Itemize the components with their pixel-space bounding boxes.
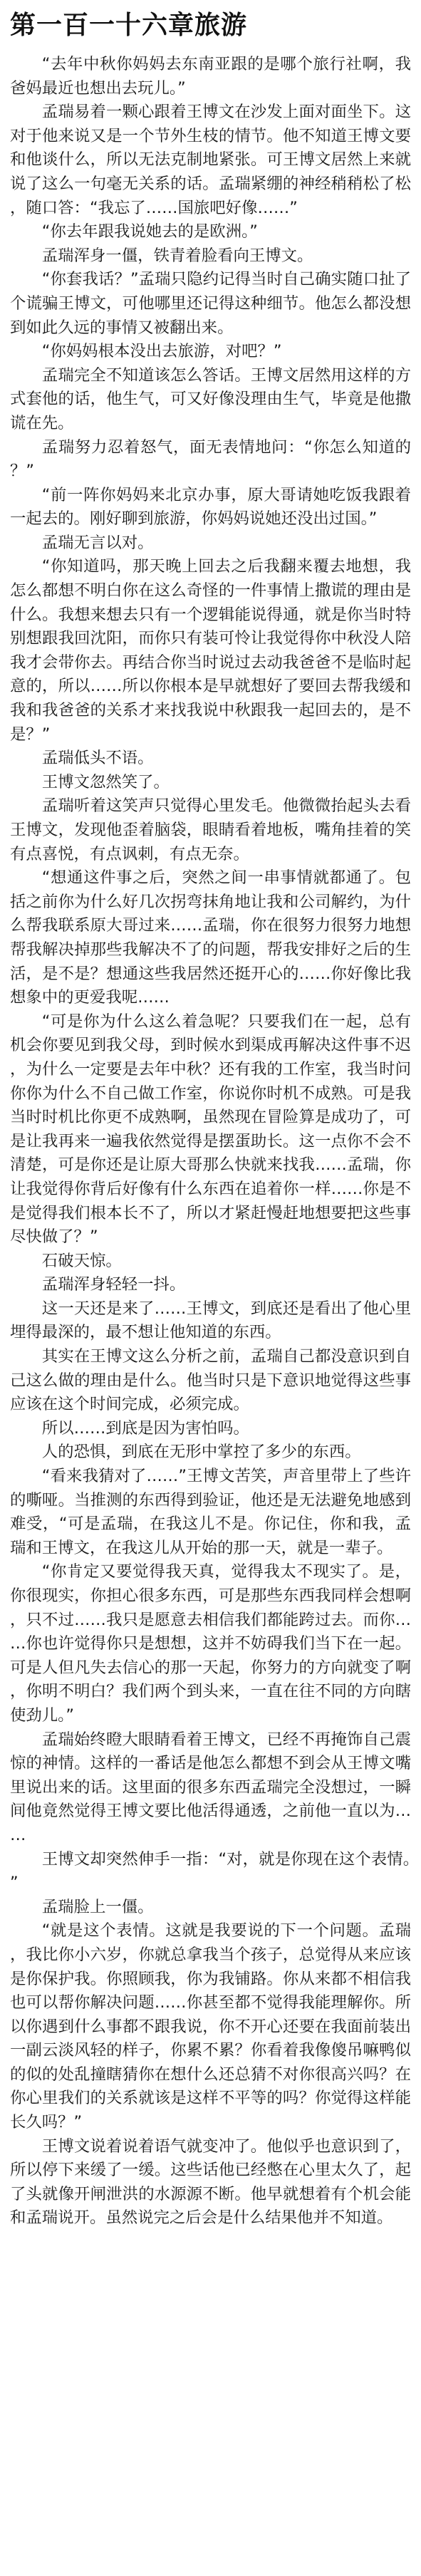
paragraph: “可是你为什么这么着急呢？只要我们在一起，总有机会你要见到我父母，到时候水到渠成再解决这件事不迟，为什么一定要是去年中秋？还有我的工作室，我当时问你你为什么不自己做工作室，你说你时机不成熟。可是我当时时机比你更不成熟啊，虽然现在冒险算是成功了，可是让我再来一遍我依然觉得是摆蛋助长。这一点你不会不清楚，可是你还是让原大哥那么快就来找我……孟瑞，你让我觉得你背后好像有什么东西在追着你一样……你是不是觉得我们根本长不了，所以才紧赶慢赶地想要把这些事尽快做了？” bbox=[10, 1012, 411, 1247]
paragraph: 孟瑞浑身一僵，铁青着脸看向王博文。 bbox=[41, 246, 313, 265]
paragraph: “想通这件事之后，突然之间一串事情就都通了。包括之前你为什么好几次拐弯抹角地让我和公司解约，为什么帮我联系原大哥过来……孟瑞，你在很努力很努力地想帮我解决掉那些我解决不了的问题，帮我安排好之后的生活，是不是？想通这些我居然还挺开心的……你好像比我想象中的更爱我呢…… bbox=[10, 868, 411, 1007]
paragraph: 孟瑞始终瞪大眼睛看着王博文，已经不再掩饰自己震惊的神情。这样的一番话是他怎么都想不到会从王博文嘴里说出来的话。这里面的很多东西孟瑞完全没想过，一瞬间他竟然觉得王博文要比他活得通透，之前他一直以为…… bbox=[10, 1730, 411, 1844]
chapter-title: 第一百一十六章旅游 bbox=[10, 11, 248, 40]
paragraph: 王博文说着说着语气就变冲了。他似乎也意识到了，所以停下来缓了一缓。这些话他已经憋在心里太久了，起了头就像开闸泄洪的水源源不断。他早就想着有个机会能和孟瑞说开。虽然说完之后会是什么结果他并不知道。 bbox=[10, 2136, 411, 2228]
paragraph: 孟瑞努力忍着怒气，面无表情地问：“你怎么知道的？” bbox=[10, 437, 411, 481]
paragraph: “看来我猜对了……”王博文苦笑，声音里带上了些许的嘶哑。当推测的东西得到验证，他还是无法避免地感到难受，“可是孟瑞，在我这儿不是。你记住，你和我，孟瑞和王博文，在我这儿从开始的那一天，就是一辈子。 bbox=[10, 1467, 411, 1557]
paragraph: “你套我话？”孟瑞只隐约记得当时自己确实随口扯了个谎骗王博文，可他哪里还记得这种细节。他怎么都没想到如此久远的事情又被翻出来。 bbox=[10, 270, 411, 337]
paragraph: 人的恐惧，到底在无形中掌控了多少的东西。 bbox=[41, 1443, 361, 1462]
paragraph: “前一阵你妈妈来北京办事，原大哥请她吃饭我跟着一起去的。刚好聊到旅游，你妈妈说她还没出过国。” bbox=[10, 485, 411, 529]
paragraph: “你知道吗，那天晚上回去之后我翻来覆去地想，我怎么都想不明白你在这么奇怪的一件事情上撒谎的理由是什么。我想来想去只有一个逻辑能说得通，就是你当时特别想跟我回沈阳，而你只有装可怜让我觉得你中秋没人陪我才会带你去。再结合你当时说过去动我爸爸不是临时起意的，所以……所以你根本是早就想好了要回去帮我缓和我和我爸爸的关系才来找我说中秋跟我一起回去的，是不是？” bbox=[10, 557, 411, 744]
paragraph: 王博文却突然伸手一指：“对，就是你现在这个表情。” bbox=[10, 1849, 411, 1893]
paragraph: 孟瑞浑身轻轻一抖。 bbox=[41, 1275, 186, 1294]
paragraph: “你肯定又要觉得我天真，觉得我太不现实了。是，你很现实，你担心很多东西，可是那些东西我同样会想啊，只不过……我只是愿意去相信我们都能跨过去。而你……你也许觉得你只是想想，这并不妨碍我们当下在一起。可是人但凡失去信心的那一天起，你努力的方向就变了啊，你明不明白？我们两个到头来，一直在往不同的方向瞎使劲儿。” bbox=[10, 1562, 411, 1725]
paragraph: 孟瑞无言以对。 bbox=[41, 533, 154, 552]
paragraph: 孟瑞低头不语。 bbox=[41, 749, 154, 768]
paragraph: 王博文忽然笑了。 bbox=[41, 772, 170, 791]
paragraph: 孟瑞听着这笑声只觉得心里发毛。他微微抬起头去看王博文，发现他歪着脑袋，眼睛看着地板，嘴角挂着的笑有点喜悦，有点讽刺，有点无奈。 bbox=[10, 796, 411, 863]
paragraph: 孟瑞易着一颗心跟着王博文在沙发上面对面坐下。这对于他来说又是一个节外生枝的情节。他不知道王博文要和他谈什么，所以无法克制地紧张。可王博文居然上来就说了这么一句毫无关系的话。孟瑞紧绷的神经稍稍松了松，随口答：“我忘了……国旅吧好像……” bbox=[10, 103, 411, 217]
paragraph: 其实在王博文这么分析之前，孟瑞自己都没意识到自己这么做的理由是什么。他当时只是下意识地觉得这些事应该在这个时间完成，必须完成。 bbox=[10, 1347, 411, 1414]
paragraph: “你妈妈根本没出去旅游，对吧？” bbox=[41, 342, 282, 361]
paragraph: “去年中秋你妈妈去东南亚跟的是哪个旅行社啊，我爸妈最近也想出去玩儿。” bbox=[10, 55, 411, 98]
paragraph: “就是这个表情。这就是我要说的下一个问题。孟瑞，我比你小六岁，你就总拿我当个孩子，总觉得从来应该是你保护我。你照顾我，你为我铺路。你从来都不相信我也可以帮你解决问题……你甚至都不觉得我能理解你。所以你遇到什么事都不跟我说，你不开心还要在我面前装出一副云淡风轻的样子，你累不累？你看着我像傻吊嘛鸭似的似的处乱撞瞎猜你在想什么还总猜不对你很高兴吗？在你心里我们的关系就该是这样不平等的吗？你觉得这样能长久吗？” bbox=[10, 1921, 411, 2132]
paragraph: 这一天还是来了……王博文，到底还是看出了他心里埋得最深的，最不想让他知道的东西。 bbox=[10, 1299, 411, 1342]
paragraph: 所以……到底是因为害怕吗。 bbox=[41, 1418, 249, 1438]
chapter-body bbox=[10, 53, 411, 2230]
paragraph: 孟瑞完全不知道该怎么答话。王博文居然用这样的方式套他的话，他生气，可又好像没理由生气，毕竟是他撒谎在先。 bbox=[10, 365, 411, 432]
paragraph: “你去年跟我说她去的是欧洲。” bbox=[41, 222, 258, 242]
paragraph: 孟瑞脸上一僵。 bbox=[41, 1897, 154, 1916]
paragraph: 石破天惊。 bbox=[41, 1251, 122, 1270]
